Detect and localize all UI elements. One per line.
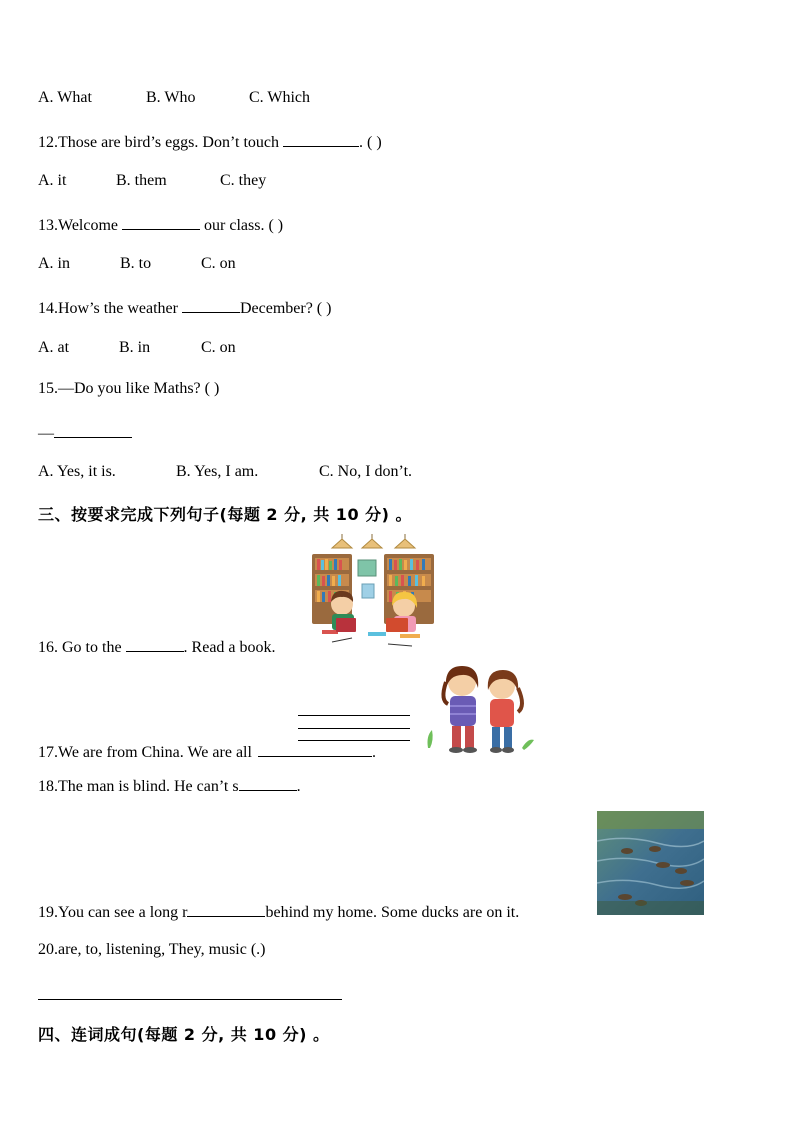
friends-illustration bbox=[422, 660, 536, 756]
q15-option-a: A. Yes, it is. bbox=[38, 463, 116, 480]
river-ducks-photo bbox=[597, 811, 704, 915]
q19-text-a: 19.You can see a long r bbox=[38, 904, 188, 921]
q15-blank[interactable] bbox=[54, 421, 132, 438]
section-4-heading: 四、连词成句(每题 2 分, 共 10 分) 。 bbox=[38, 1025, 330, 1044]
library-illustration bbox=[308, 534, 440, 650]
question-18 bbox=[38, 774, 301, 797]
question-17 bbox=[38, 740, 376, 763]
q12-text-a: 12.Those are bird’s eggs. Don’t touch bbox=[38, 134, 283, 151]
q17-text-a: 17.We are from China. We are all bbox=[38, 744, 252, 761]
q15-answer-prefix: — bbox=[38, 425, 54, 442]
q18-text-b: . bbox=[296, 778, 301, 795]
question-16 bbox=[38, 635, 276, 658]
q13-option-a: A. in bbox=[38, 255, 70, 272]
q15-option-b: B. Yes, I am. bbox=[176, 463, 259, 480]
q14-blank[interactable] bbox=[182, 296, 240, 313]
section-3-heading: 三、按要求完成下列句子(每题 2 分, 共 10 分) 。 bbox=[38, 505, 413, 524]
q18-blank[interactable] bbox=[239, 774, 297, 791]
q16-blank[interactable] bbox=[126, 635, 184, 652]
q14-text-a: 14.How’s the weather bbox=[38, 300, 182, 317]
q12-option-a: A. it bbox=[38, 172, 67, 189]
q16-text-b: . Read a book. bbox=[183, 639, 276, 656]
q14-option-a: A. at bbox=[38, 339, 70, 356]
q15-option-c: C. No, I don’t. bbox=[319, 463, 413, 480]
q16-text-a: 16. Go to the bbox=[38, 639, 126, 656]
q13-option-b: B. to bbox=[120, 255, 152, 272]
q12-text-b: . ( ) bbox=[359, 134, 382, 151]
q12-option-c: C. they bbox=[220, 172, 267, 189]
q18-text-a: 18.The man is blind. He can’t s bbox=[38, 778, 239, 795]
lamp-icon bbox=[332, 534, 415, 548]
q13-option-c: C. on bbox=[201, 255, 236, 272]
q20-answer-line[interactable] bbox=[38, 999, 342, 1000]
q11-option-b: B. Who bbox=[146, 89, 196, 106]
q17-blank[interactable] bbox=[258, 740, 372, 757]
q13-text-a: 13.Welcome bbox=[38, 217, 123, 234]
q17-text-b: . bbox=[371, 744, 376, 761]
q19-blank[interactable] bbox=[187, 900, 265, 917]
q17-blank-line-2[interactable] bbox=[298, 728, 410, 729]
q19-text-b: behind my home. Some ducks are on it. bbox=[265, 904, 520, 921]
question-20: 20.are, to, listening, They, music (.) bbox=[38, 941, 266, 958]
question-13 bbox=[38, 213, 283, 236]
q12-blank[interactable] bbox=[283, 130, 359, 147]
q17-blank-line-1[interactable] bbox=[298, 715, 410, 716]
q15-answer-line bbox=[38, 421, 132, 444]
q14-option-c: C. on bbox=[201, 339, 236, 356]
question-12 bbox=[38, 130, 382, 153]
q11-option-a: A. What bbox=[38, 89, 92, 106]
question-14 bbox=[38, 296, 331, 319]
q14-text-b: December? ( ) bbox=[239, 300, 332, 317]
q13-blank[interactable] bbox=[122, 213, 200, 230]
q11-option-c: C. Which bbox=[249, 89, 311, 106]
q13-text-b: our class. ( ) bbox=[200, 217, 284, 234]
question-15: 15.—Do you like Maths? ( ) bbox=[38, 380, 220, 397]
q14-option-b: B. in bbox=[119, 339, 151, 356]
q12-option-b: B. them bbox=[116, 172, 167, 189]
question-19 bbox=[38, 900, 519, 923]
